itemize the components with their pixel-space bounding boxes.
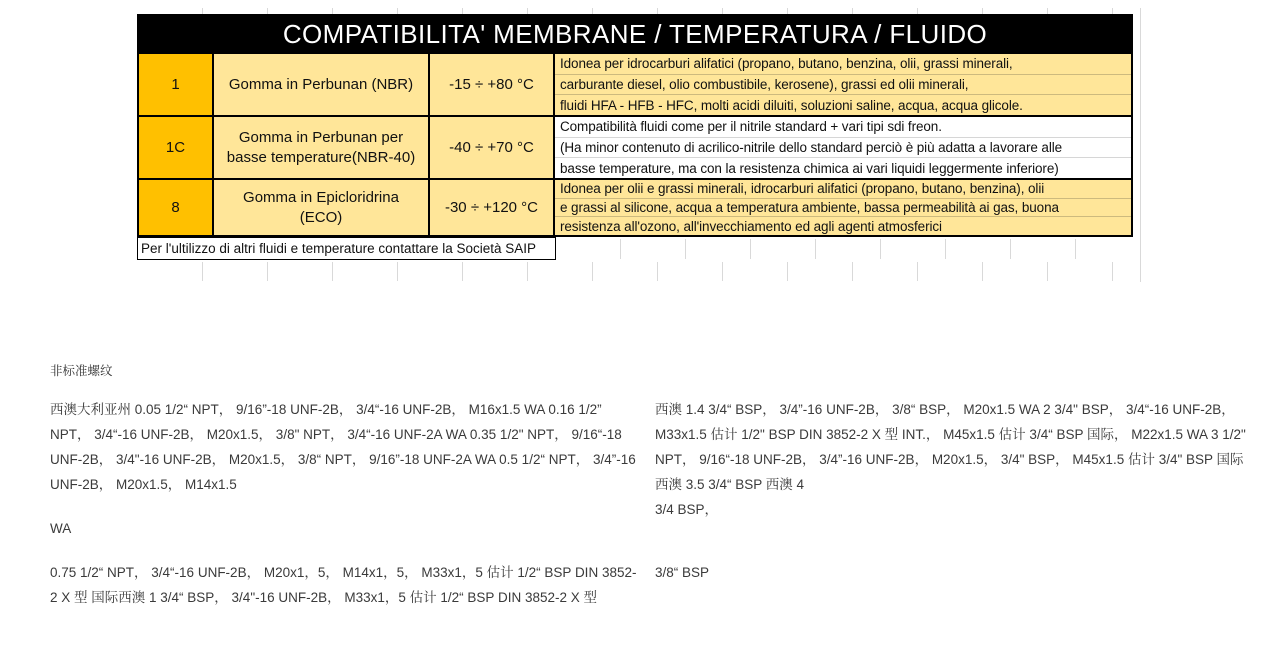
fluid-compatibility-cell bbox=[555, 117, 1131, 178]
spec-line: 0.75 1/2“ NPT， 3/4“-16 UNF-2B， M20x1，5， M14x1，5， M33x1，5 估计 1/2“ BSP DIN 3852- bbox=[50, 565, 637, 580]
membrane-name-cell: Gomma in Epicloridrina (ECO) bbox=[214, 180, 430, 235]
gridline-tick bbox=[527, 262, 528, 281]
spec-line: NPT， 9/16“-18 UNF-2B， 3/4”-16 UNF-2B， M20x1.5， 3/4" BSP， M45x1.5 估计 3/4" BSP 国际 bbox=[655, 452, 1244, 467]
gridline-tick bbox=[685, 239, 686, 259]
spec-line: 西澳 1.4 3/4“ BSP， 3/4”-16 UNF-2B， 3/8“ BSP， M20x1.5 WA 2 3/4" BSP， 3/4“-16 UNF-2B， bbox=[655, 402, 1235, 417]
description-line: Compatibilità fluidi come per il nitrile standard + vari tipi sdi freon. bbox=[555, 117, 1131, 138]
gridline-tick bbox=[332, 262, 333, 281]
membrane-name-cell: Gomma in Perbunan (NBR) bbox=[214, 54, 430, 115]
gridline-tick bbox=[1075, 239, 1076, 259]
threads-right-column bbox=[655, 397, 1255, 585]
membrane-id-cell: 1 bbox=[139, 54, 214, 115]
spec-line: 3/8“ BSP bbox=[655, 565, 710, 580]
description-line: Idonea per idrocarburi alifatici (propano, butano, benzina, olii, grassi minerali, bbox=[555, 54, 1131, 75]
gridline-tick bbox=[880, 239, 881, 259]
temperature-range-cell: -40 ÷ +70 °C bbox=[430, 117, 555, 178]
gridline-tick bbox=[1010, 239, 1011, 259]
gridline-tick bbox=[592, 262, 593, 281]
gridline-tick bbox=[397, 262, 398, 281]
spec-line: UNF-2B， M20x1.5， M14x1.5 bbox=[50, 477, 237, 492]
gridline-tick bbox=[1140, 8, 1141, 282]
gridline-tick bbox=[1112, 262, 1113, 281]
spec-line: 西澳 3.5 3/4“ BSP 西澳 4 bbox=[655, 477, 805, 492]
compatibility-table bbox=[137, 14, 1133, 237]
gridline-tick bbox=[945, 239, 946, 259]
gridline-tick bbox=[1047, 262, 1048, 281]
description-line: carburante diesel, olio combustibile, kerosene), grassi ed olii minerali, bbox=[555, 75, 1131, 96]
gridline-tick bbox=[917, 262, 918, 281]
description-line: basse temperature, ma con la resistenza chimica ai vari liquidi leggermente inferiore) bbox=[560, 160, 1059, 176]
gridline-tick bbox=[722, 262, 723, 281]
table-row-nbr bbox=[139, 52, 1131, 115]
gridline-tick bbox=[787, 262, 788, 281]
table-row-nbr40 bbox=[139, 115, 1131, 178]
membrane-id-cell: 8 bbox=[139, 180, 214, 235]
threads-left-column bbox=[50, 397, 650, 610]
gridline-tick bbox=[982, 262, 983, 281]
gridline-tick bbox=[815, 239, 816, 259]
membrane-name-cell: Gomma in Perbunan per basse temperature(NBR-40) bbox=[214, 117, 430, 178]
gridline-tick bbox=[852, 262, 853, 281]
description-line: Idonea per olii e grassi minerali, idrocarburi alifatici (propano, butano, benzina), olii bbox=[555, 180, 1131, 199]
fluid-compatibility-cell bbox=[555, 180, 1131, 235]
gridline-tick bbox=[620, 239, 621, 259]
spec-line: M33x1.5 估计 1/2" BSP DIN 3852-2 X 型 INT.， M45x1.5 估计 3/4“ BSP 国际， M22x1.5 WA 3 1/2" bbox=[655, 427, 1246, 442]
description-line: (Ha minor contenuto di acrilico-nitrile dello standard perciò è più adatta a lavorare alle bbox=[555, 138, 1131, 159]
gridline-tick bbox=[267, 262, 268, 281]
gridline-tick bbox=[462, 262, 463, 281]
footer-note: Per l'ultilizzo di altri fluidi e temperature contattare la Società SAIP bbox=[137, 237, 556, 260]
spec-line: NPT， 3/4“-16 UNF-2B， M20x1.5， 3/8" NPT， 3/4“-16 UNF-2A WA 0.35 1/2" NPT， 9/16“-18 bbox=[50, 427, 622, 442]
temperature-range-cell: -30 ÷ +120 °C bbox=[430, 180, 555, 235]
table-title: COMPATIBILITA' MEMBRANE / TEMPERATURA / FLUIDO bbox=[139, 16, 1131, 52]
table-row-eco bbox=[139, 178, 1131, 235]
description-line: e grassi al silicone, acqua a temperatura ambiente, bassa permeabilità ai gas, buona bbox=[555, 199, 1131, 218]
gridline-tick bbox=[657, 262, 658, 281]
fluid-compatibility-cell bbox=[555, 54, 1131, 115]
temperature-range-cell: -15 ÷ +80 °C bbox=[430, 54, 555, 115]
spec-line: 2 X 型 国际西澳 1 3/4“ BSP， 3/4"-16 UNF-2B， M33x1，5 估计 1/2“ BSP DIN 3852-2 X 型 bbox=[50, 590, 597, 605]
gridline-tick bbox=[202, 262, 203, 281]
gridline-tick bbox=[750, 239, 751, 259]
spec-line: 3/4 BSP， bbox=[655, 502, 719, 517]
spec-line: UNF-2B， 3/4"-16 UNF-2B， M20x1.5， 3/8“ NPT， 9/16”-18 UNF-2A WA 0.5 1/2“ NPT， 3/4”-16 bbox=[50, 452, 636, 467]
wa-label: WA bbox=[50, 521, 72, 536]
spec-line: 西澳大利亚州 0.05 1/2“ NPT， 9/16”-18 UNF-2B， 3/4“-16 UNF-2B， M16x1.5 WA 0.16 1/2” bbox=[50, 402, 602, 417]
description-line: fluidi HFA - HFB - HFC, molti acidi diluiti, soluzioni saline, acqua, acqua glicole. bbox=[560, 97, 1023, 113]
membrane-id-cell: 1C bbox=[139, 117, 214, 178]
description-line: resistenza all'ozono, all'invecchiamento ed agli agenti atmosferici bbox=[560, 218, 942, 234]
threads-section-heading: 非标准螺纹 bbox=[50, 364, 113, 378]
